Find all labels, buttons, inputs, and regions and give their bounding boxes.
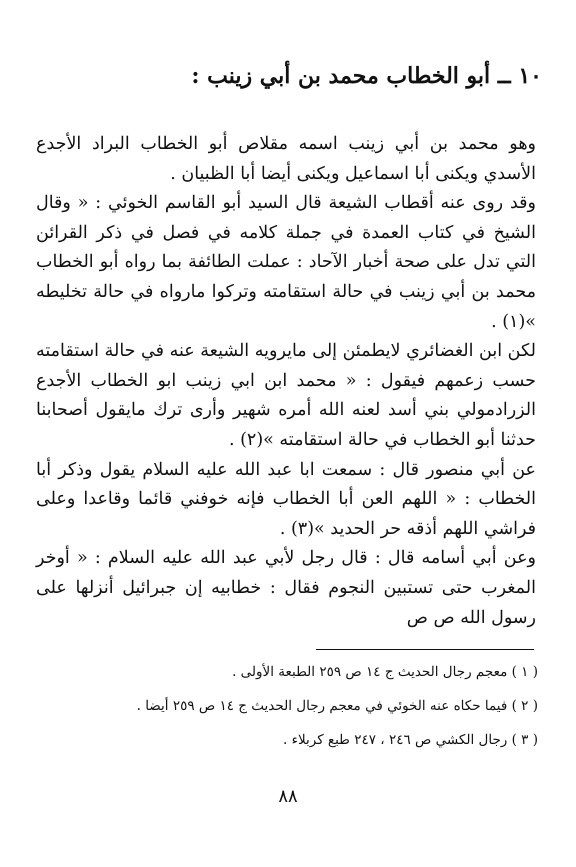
- paragraph: لكن ابن الغضائري لايطمئن إلى مايرويه الشيعة عنه في حالة استقامته حسب زعمهم فيقول : « محمد ابن ابي زينب ابو الخطاب الأجدع الزرادمولي بني أسد لعنه الله أمره شهير وأرى ترك مايقول أصحابنا حدثنا أبو الخطاب في حالة استقامته »(٢) .: [36, 341, 536, 450]
- footnote-separator: [316, 649, 534, 650]
- body-text: [36, 130, 536, 633]
- footnote: ( ٢ ) فيما حكاه عنه الخوئي في معجم رجال الحديث ج ١٤ ص ٢٥٩ أيضا .: [136, 698, 538, 714]
- footnote: ( ٣ ) رجال الكشي ص ٢٤٦ ، ٢٤٧ طبع كربلاء .: [283, 732, 538, 748]
- footnotes: [38, 655, 538, 757]
- paragraph: وقد روى عنه أقطاب الشيعة قال السيد أبو القاسم الخوئي : « وقال الشيخ في كتاب العمدة في جملة كلامه في فصل في ذكر القرائن التي تدل على صحة أخبار الآحاد : عملت الطائفة بما رواه أبو الخطاب محمد بن أبي زينب في حالة استقامته وتركوا مارواه في حالة تخليطه »(١) .: [36, 193, 536, 332]
- paragraph: وعن أبي أسامه قال : قال رجل لأبي عبد الله عليه السلام : « أوخر المغرب حتى تستبين النجوم فقال : خطابيه إن جبرائيل أنزلها على رسول الله ص ص: [36, 548, 536, 628]
- page-number: ٨٨: [278, 786, 298, 807]
- section-heading: ١٠ ــ أبو الخطاب محمد بن أبي زينب :: [191, 63, 542, 89]
- paragraph: وهو محمد بن أبي زينب اسمه مقلاص أبو الخطاب البراد الأجدع الأسدي ويكنى أبا اسماعيل ويكنى أيضا أبا الظبيان .: [36, 134, 536, 184]
- paragraph: عن أبي منصور قال : سمعت ابا عبد الله عليه السلام يقول وذكر أبا الخطاب : « اللهم العن أبا الخطاب فإنه خوفني قائما وقاعدا وعلى فراشي اللهم أذقه حر الحديد »(٣) .: [36, 459, 536, 539]
- footnote: ( ١ ) معجم رجال الحديث ج ١٤ ص ٢٥٩ الطبعة الأولى .: [232, 664, 538, 680]
